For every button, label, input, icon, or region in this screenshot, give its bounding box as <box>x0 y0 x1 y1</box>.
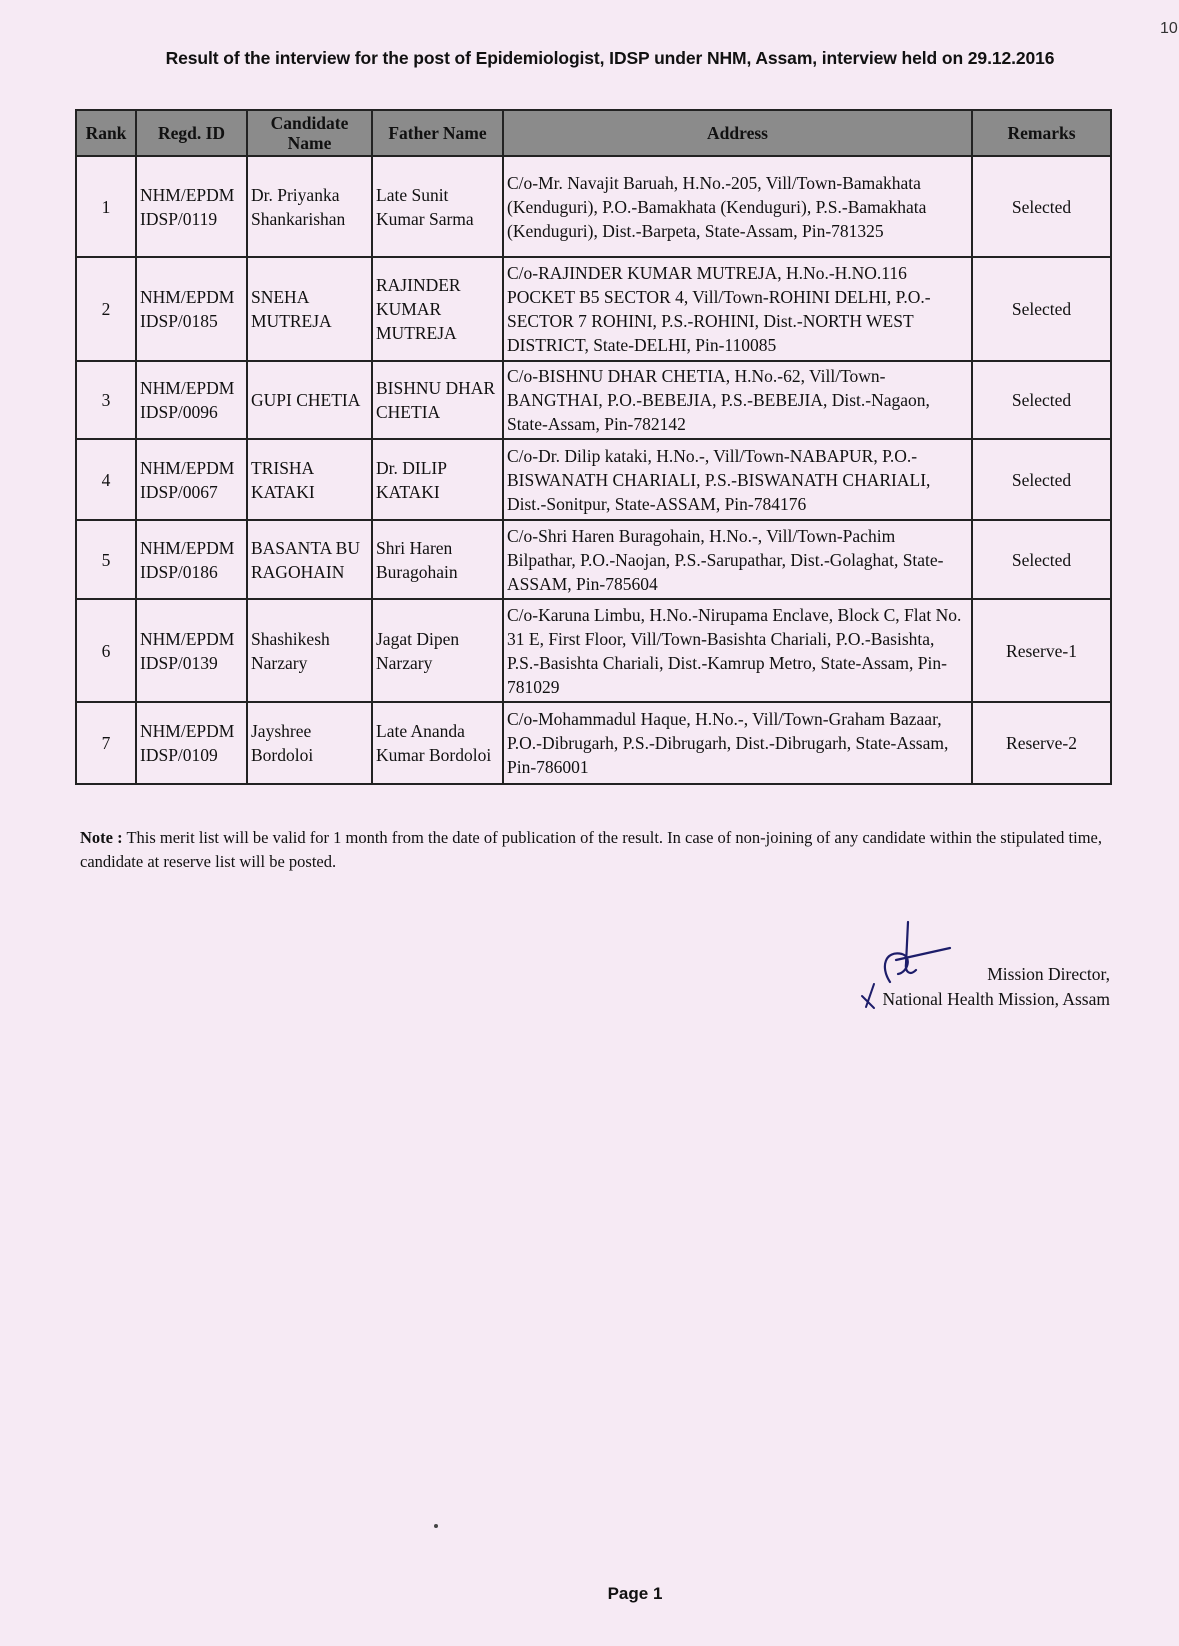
cell-regd-id: NHM/EPDM IDSP/0119 <box>136 156 247 257</box>
signatory-organisation: National Health Mission, Assam <box>882 989 1110 1009</box>
table-row <box>76 361 1111 439</box>
corner-mark: 10 <box>1160 20 1178 37</box>
cell-regd-id: NHM/EPDM IDSP/0067 <box>136 439 247 520</box>
cell-regd-id: NHM/EPDM IDSP/0139 <box>136 599 247 702</box>
cell-father-name: RAJINDER KUMAR MUTREJA <box>372 257 503 361</box>
cell-address: C/o-Shri Haren Buragohain, H.No.-, Vill/Town-Pachim Bilpathar, P.O.-Naojan, P.S.-Sarupathar, Dist.-Golaghat, State-ASSAM, Pin-785604 <box>503 520 972 599</box>
header-candidate-name: Candidate Name <box>247 110 372 156</box>
cell-regd-id: NHM/EPDM IDSP/0096 <box>136 361 247 439</box>
table-row <box>76 439 1111 520</box>
cell-candidate-name: Dr. Priyanka Shankarishan <box>247 156 372 257</box>
cell-address: C/o-Dr. Dilip kataki, H.No.-, Vill/Town-NABAPUR, P.O.-BISWANATH CHARIALI, P.S.-BISWANATH CHARIALI, Dist.-Sonitpur, State-ASSAM, Pin-784176 <box>503 439 972 520</box>
cell-rank: 4 <box>76 439 136 520</box>
table-row <box>76 257 1111 361</box>
cell-address: C/o-Mohammadul Haque, H.No.-, Vill/Town-Graham Bazaar, P.O.-Dibrugarh, P.S.-Dibrugarh, Dist.-Dibrugarh, State-Assam, Pin-786001 <box>503 702 972 784</box>
cell-regd-id: NHM/EPDM IDSP/0185 <box>136 257 247 361</box>
cell-regd-id: NHM/EPDM IDSP/0109 <box>136 702 247 784</box>
cell-address: C/o-BISHNU DHAR CHETIA, H.No.-62, Vill/Town-BANGTHAI, P.O.-BEBEJIA, P.S.-BEBEJIA, Dist.-Nagaon, State-Assam, Pin-782142 <box>503 361 972 439</box>
table-header-row <box>76 110 1111 156</box>
cell-remarks: Selected <box>972 439 1111 520</box>
cell-remarks: Selected <box>972 257 1111 361</box>
cell-remarks: Selected <box>972 520 1111 599</box>
header-father-name: Father Name <box>372 110 503 156</box>
cell-rank: 1 <box>76 156 136 257</box>
cell-father-name: BISHNU DHAR CHETIA <box>372 361 503 439</box>
note-paragraph <box>80 826 1110 874</box>
cell-address: C/o-Mr. Navajit Baruah, H.No.-205, Vill/Town-Bamakhata (Kenduguri), P.O.-Bamakhata (Kenduguri), P.S.-Bamakhata (Kenduguri), Dist.-Barpeta, State-Assam, Pin-781325 <box>503 156 972 257</box>
table-row <box>76 599 1111 702</box>
cell-rank: 3 <box>76 361 136 439</box>
cell-father-name: Shri Haren Buragohain <box>372 520 503 599</box>
cell-father-name: Dr. DILIP KATAKI <box>372 439 503 520</box>
cell-rank: 5 <box>76 520 136 599</box>
header-regd-id: Regd. ID <box>136 110 247 156</box>
cell-rank: 7 <box>76 702 136 784</box>
cell-regd-id: NHM/EPDM IDSP/0186 <box>136 520 247 599</box>
cell-remarks: Selected <box>972 361 1111 439</box>
table-row <box>76 156 1111 257</box>
signatory-designation: Mission Director, <box>987 964 1110 984</box>
header-address: Address <box>503 110 972 156</box>
cell-candidate-name: SNEHA MUTREJA <box>247 257 372 361</box>
table-row <box>76 702 1111 784</box>
results-table <box>75 109 1112 785</box>
note-text: This merit list will be valid for 1 month from the date of publication of the result. In case of non-joining of any candidate within the stipulated time, candidate at reserve list will be posted. <box>80 828 1102 871</box>
cell-candidate-name: BASANTA BURAGOHAIN <box>247 520 372 599</box>
cell-remarks: Reserve-2 <box>972 702 1111 784</box>
cell-candidate-name: Shashikesh Narzary <box>247 599 372 702</box>
cell-rank: 2 <box>76 257 136 361</box>
note-label: Note : <box>80 828 123 847</box>
scan-speck <box>434 1524 438 1528</box>
cell-father-name: Late Ananda Kumar Bordoloi <box>372 702 503 784</box>
cell-candidate-name: GUPI CHETIA <box>247 361 372 439</box>
cell-rank: 6 <box>76 599 136 702</box>
signatory-block <box>830 962 1110 1012</box>
header-remarks: Remarks <box>972 110 1111 156</box>
cell-candidate-name: TRISHA KATAKI <box>247 439 372 520</box>
cell-address: C/o-Karuna Limbu, H.No.-Nirupama Enclave, Block C, Flat No. 31 E, First Floor, Vill/Town-Basishta Chariali, P.O.-Basishta, P.S.-Basishta Chariali, Dist.-Kamrup Metro, State-Assam, Pin-781029 <box>503 599 972 702</box>
cell-father-name: Late Sunit Kumar Sarma <box>372 156 503 257</box>
cell-candidate-name: Jayshree Bordoloi <box>247 702 372 784</box>
cell-remarks: Reserve-1 <box>972 599 1111 702</box>
cell-remarks: Selected <box>972 156 1111 257</box>
document-title: Result of the interview for the post of Epidemiologist, IDSP under NHM, Assam, interview held on 29.12.2016 <box>165 48 1055 68</box>
table-row <box>76 520 1111 599</box>
page-number: Page 1 <box>607 1584 663 1603</box>
cell-father-name: Jagat Dipen Narzary <box>372 599 503 702</box>
cell-address: C/o-RAJINDER KUMAR MUTREJA, H.No.-H.NO.116 POCKET B5 SECTOR 4, Vill/Town-ROHINI DELHI, P.O.-SECTOR 7 ROHINI, P.S.-ROHINI, Dist.-NORTH WEST DISTRICT, State-DELHI, Pin-110085 <box>503 257 972 361</box>
header-rank: Rank <box>76 110 136 156</box>
